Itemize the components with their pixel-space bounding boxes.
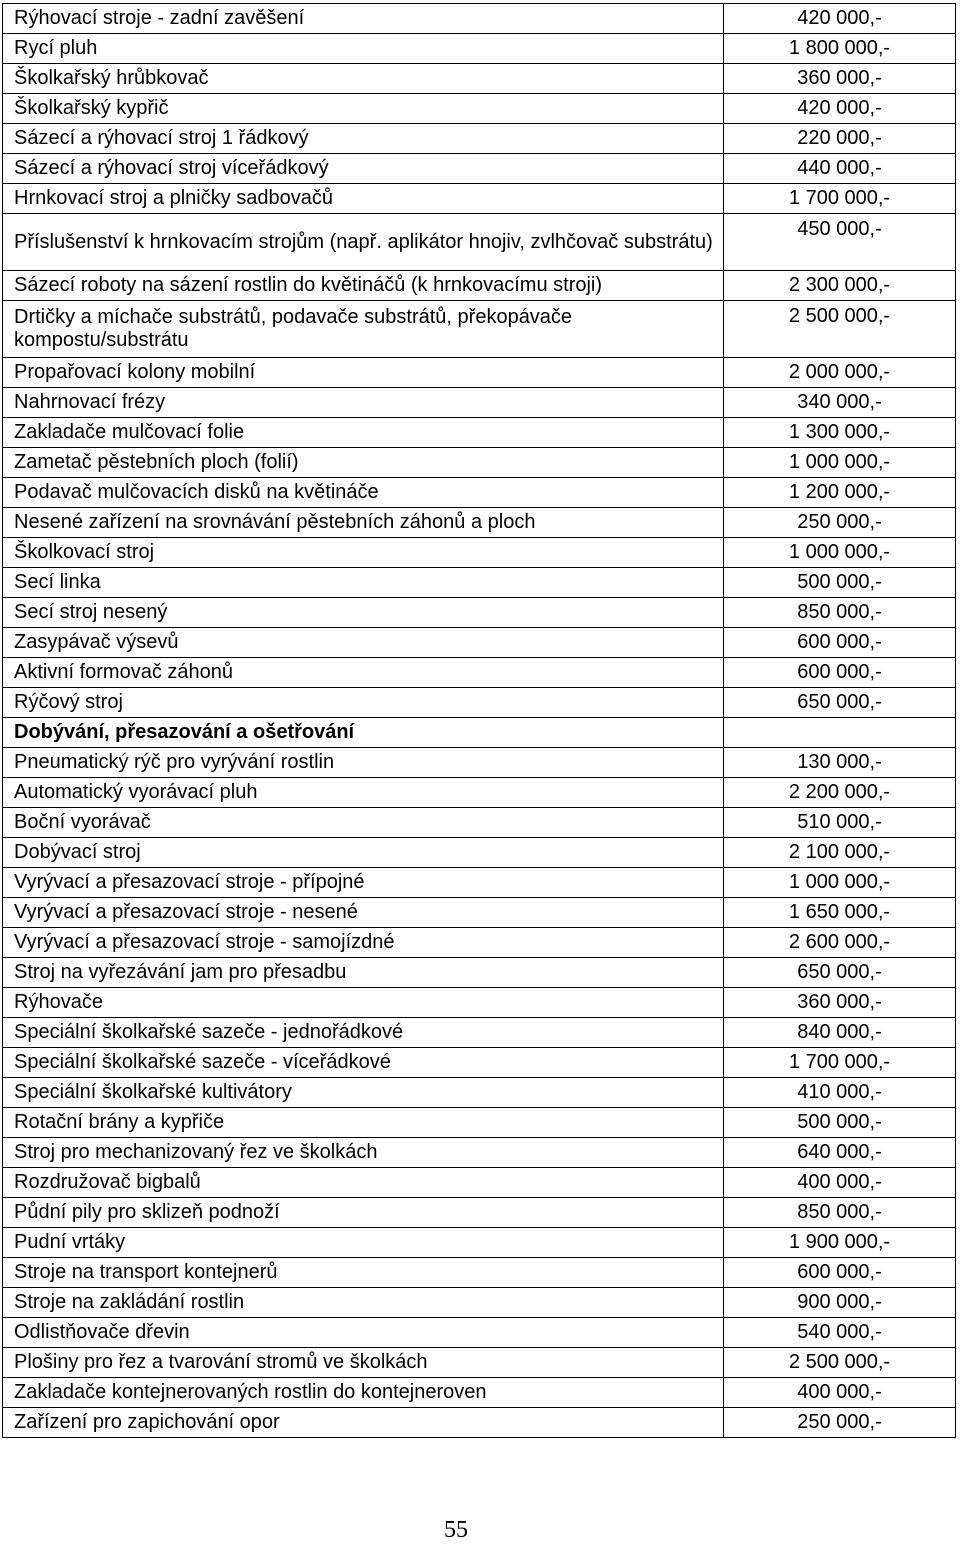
- item-name-cell: Odlistňovače dřevin: [3, 1318, 724, 1348]
- item-name-cell: Rycí pluh: [3, 34, 724, 64]
- item-price-cell: 400 000,-: [724, 1378, 956, 1408]
- table-row: [3, 1318, 956, 1348]
- item-name-cell: Rýhovací stroje - zadní zavěšení: [3, 4, 724, 34]
- item-name-cell: Sázecí a rýhovací stroj 1 řádkový: [3, 124, 724, 154]
- item-price-cell: 2 000 000,-: [724, 358, 956, 388]
- item-name-cell: Rozdružovač bigbalů: [3, 1168, 724, 1198]
- item-name-cell: Drtičky a míchače substrátů, podavače substrátů, překopávače kompostu/substrátu: [3, 301, 724, 358]
- item-price-cell: 440 000,-: [724, 154, 956, 184]
- item-price-cell: 600 000,-: [724, 1258, 956, 1288]
- item-name-cell: Boční vyorávač: [3, 808, 724, 838]
- page-number: 55: [444, 1517, 468, 1543]
- item-price-cell: 500 000,-: [724, 568, 956, 598]
- table-row: [3, 1138, 956, 1168]
- item-name-cell: Hrnkovací stroj a plničky sadbovačů: [3, 184, 724, 214]
- table-row: [3, 898, 956, 928]
- item-price-cell: 2 100 000,-: [724, 838, 956, 868]
- item-price-cell: 360 000,-: [724, 988, 956, 1018]
- item-name-cell: Automatický vyorávací pluh: [3, 778, 724, 808]
- table-row: [3, 418, 956, 448]
- table-row: [3, 628, 956, 658]
- item-name-cell: Speciální školkařské kultivátory: [3, 1078, 724, 1108]
- table-row: [3, 598, 956, 628]
- item-name-cell: Školkařský hrůbkovač: [3, 64, 724, 94]
- item-price-cell: 1 300 000,-: [724, 418, 956, 448]
- item-price-cell: 410 000,-: [724, 1078, 956, 1108]
- table-row: [3, 1348, 956, 1378]
- machinery-price-table: [2, 3, 956, 1438]
- item-name-cell: Dobývací stroj: [3, 838, 724, 868]
- item-price-cell: 340 000,-: [724, 388, 956, 418]
- item-name-cell: Vyrývací a přesazovací stroje - přípojné: [3, 868, 724, 898]
- item-name-cell: Pudní vrtáky: [3, 1228, 724, 1258]
- item-price-cell: 450 000,-: [724, 214, 956, 271]
- item-price-cell: 900 000,-: [724, 1288, 956, 1318]
- table-row: [3, 988, 956, 1018]
- item-name-cell: Školkařský kypřič: [3, 94, 724, 124]
- item-name-cell: Stroje na zakládání rostlin: [3, 1288, 724, 1318]
- table-row: [3, 184, 956, 214]
- item-price-cell: 250 000,-: [724, 1408, 956, 1438]
- item-name-cell: Školkovací stroj: [3, 538, 724, 568]
- item-name-cell: Vyrývací a přesazovací stroje - samojízdné: [3, 928, 724, 958]
- item-price-cell: 2 200 000,-: [724, 778, 956, 808]
- item-price-cell: 650 000,-: [724, 958, 956, 988]
- item-price-cell: 1 000 000,-: [724, 868, 956, 898]
- section-title: Dobývání, přesazování a ošetřování: [3, 718, 724, 748]
- item-name-cell: Sázecí roboty na sázení rostlin do květináčů (k hrnkovacímu stroji): [3, 271, 724, 301]
- table-row: [3, 448, 956, 478]
- item-name-cell: Zasypávač výsevů: [3, 628, 724, 658]
- item-price-cell: 2 500 000,-: [724, 301, 956, 358]
- item-name-cell: Speciální školkařské sazeče - jednořádkové: [3, 1018, 724, 1048]
- item-price-cell: 1 800 000,-: [724, 34, 956, 64]
- table-row: [3, 688, 956, 718]
- item-price-cell: 1 700 000,-: [724, 184, 956, 214]
- table-row: [3, 1378, 956, 1408]
- item-price-cell: 500 000,-: [724, 1108, 956, 1138]
- item-name-cell: Stroj pro mechanizovaný řez ve školkách: [3, 1138, 724, 1168]
- item-name-cell: Rotační brány a kypřiče: [3, 1108, 724, 1138]
- table-row: [3, 124, 956, 154]
- table-row: [3, 214, 956, 271]
- item-name-cell: Zakladače kontejnerovaných rostlin do kontejneroven: [3, 1378, 724, 1408]
- item-price-cell: 250 000,-: [724, 508, 956, 538]
- item-price-cell: 510 000,-: [724, 808, 956, 838]
- item-name-cell: Příslušenství k hrnkovacím strojům (např. aplikátor hnojiv, zvlhčovač substrátu): [3, 214, 724, 271]
- item-name-cell: Plošiny pro řez a tvarování stromů ve školkách: [3, 1348, 724, 1378]
- table-row: [3, 301, 956, 358]
- table-row: [3, 868, 956, 898]
- table-row: [3, 1258, 956, 1288]
- table-row: [3, 388, 956, 418]
- table-row: [3, 748, 956, 778]
- item-price-cell: 850 000,-: [724, 598, 956, 628]
- table-row: [3, 838, 956, 868]
- table-row: [3, 94, 956, 124]
- table-row: [3, 271, 956, 301]
- item-name-cell: Stroj na vyřezávání jam pro přesadbu: [3, 958, 724, 988]
- item-name-cell: Aktivní formovač záhonů: [3, 658, 724, 688]
- table-row: [3, 1288, 956, 1318]
- item-price-cell: 600 000,-: [724, 658, 956, 688]
- table-row: [3, 658, 956, 688]
- item-price-cell: 640 000,-: [724, 1138, 956, 1168]
- item-name-cell: Zařízení pro zapichování opor: [3, 1408, 724, 1438]
- item-name-cell: Sázecí a rýhovací stroj víceřádkový: [3, 154, 724, 184]
- item-price-cell: 540 000,-: [724, 1318, 956, 1348]
- table-row: [3, 1168, 956, 1198]
- item-price-cell: 1 650 000,-: [724, 898, 956, 928]
- item-price-cell: 400 000,-: [724, 1168, 956, 1198]
- item-name-cell: Rýčový stroj: [3, 688, 724, 718]
- table-row: [3, 64, 956, 94]
- table-row: [3, 1108, 956, 1138]
- table-row: [3, 1048, 956, 1078]
- item-price-cell: 650 000,-: [724, 688, 956, 718]
- table-row: [3, 1408, 956, 1438]
- item-price-cell: 850 000,-: [724, 1198, 956, 1228]
- section-header-row: [3, 718, 956, 748]
- table-row: [3, 958, 956, 988]
- item-name-cell: Zakladače mulčovací folie: [3, 418, 724, 448]
- table-row: [3, 358, 956, 388]
- item-name-cell: Zametač pěstebních ploch (folií): [3, 448, 724, 478]
- item-price-cell: 1 700 000,-: [724, 1048, 956, 1078]
- item-name-cell: Podavač mulčovacích disků na květináče: [3, 478, 724, 508]
- item-name-cell: Nesené zařízení na srovnávání pěstebních záhonů a ploch: [3, 508, 724, 538]
- table-row: [3, 928, 956, 958]
- item-name-cell: Půdní pily pro sklizeň podnoží: [3, 1198, 724, 1228]
- table-row: [3, 1018, 956, 1048]
- item-price-cell: 360 000,-: [724, 64, 956, 94]
- table-row: [3, 1228, 956, 1258]
- price-table-body: [3, 4, 956, 1438]
- item-name-cell: Propařovací kolony mobilní: [3, 358, 724, 388]
- table-row: [3, 478, 956, 508]
- item-price-cell: 130 000,-: [724, 748, 956, 778]
- item-price-cell: 600 000,-: [724, 628, 956, 658]
- item-price-cell: 1 000 000,-: [724, 448, 956, 478]
- item-price-cell: 840 000,-: [724, 1018, 956, 1048]
- item-price-cell: 1 200 000,-: [724, 478, 956, 508]
- table-row: [3, 808, 956, 838]
- item-price-cell: 2 600 000,-: [724, 928, 956, 958]
- table-row: [3, 508, 956, 538]
- item-name-cell: Speciální školkařské sazeče - víceřádkové: [3, 1048, 724, 1078]
- item-name-cell: Secí linka: [3, 568, 724, 598]
- table-row: [3, 4, 956, 34]
- item-price-cell: 1 000 000,-: [724, 538, 956, 568]
- table-row: [3, 1078, 956, 1108]
- item-name-cell: Rýhovače: [3, 988, 724, 1018]
- item-name-cell: Pneumatický rýč pro vyrývání rostlin: [3, 748, 724, 778]
- table-row: [3, 778, 956, 808]
- item-price-cell: [724, 718, 956, 748]
- item-name-cell: Secí stroj nesený: [3, 598, 724, 628]
- table-row: [3, 568, 956, 598]
- item-name-cell: Stroje na transport kontejnerů: [3, 1258, 724, 1288]
- table-row: [3, 1198, 956, 1228]
- table-row: [3, 154, 956, 184]
- item-price-cell: 420 000,-: [724, 94, 956, 124]
- item-name-cell: Vyrývací a přesazovací stroje - nesené: [3, 898, 724, 928]
- item-name-cell: Nahrnovací frézy: [3, 388, 724, 418]
- item-price-cell: 2 300 000,-: [724, 271, 956, 301]
- item-price-cell: 2 500 000,-: [724, 1348, 956, 1378]
- table-row: [3, 34, 956, 64]
- table-row: [3, 538, 956, 568]
- item-price-cell: 420 000,-: [724, 4, 956, 34]
- item-price-cell: 1 900 000,-: [724, 1228, 956, 1258]
- item-price-cell: 220 000,-: [724, 124, 956, 154]
